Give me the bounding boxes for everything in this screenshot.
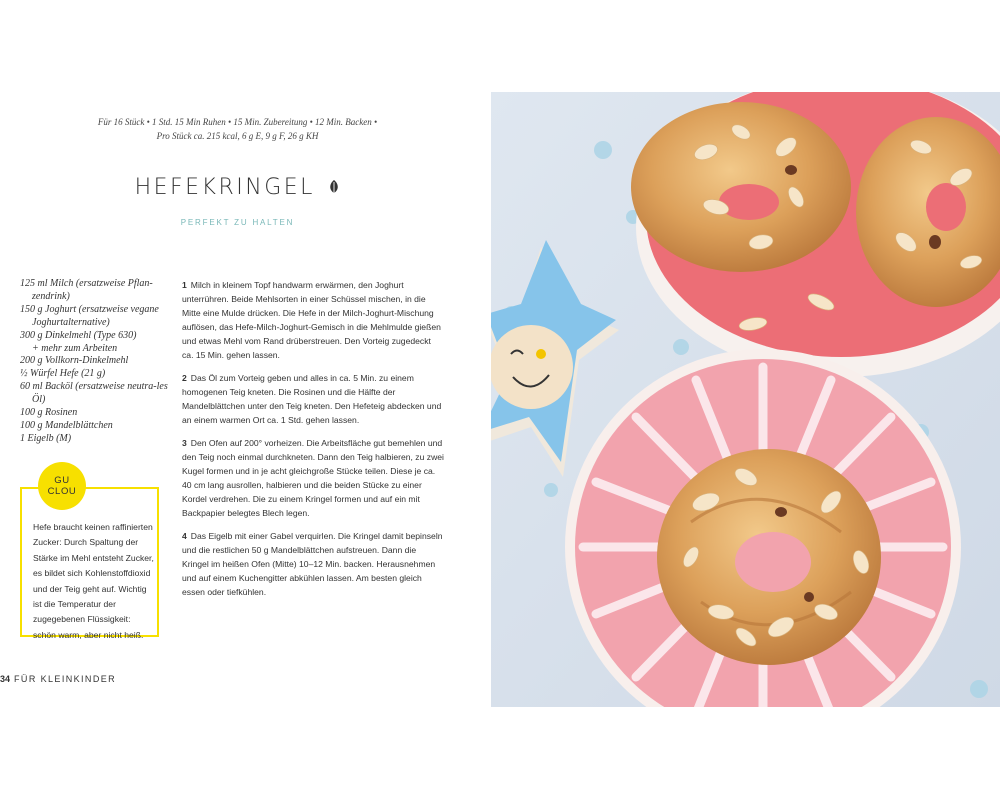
recipe-subtitle: PERFEKT ZU HALTEN — [180, 218, 295, 227]
ingredient-item: 1 Eigelb (M) — [20, 432, 72, 444]
step-text: Milch in kleinem Topf handwarm erwärmen, den Joghurt unterrühren. Beide Mehlsorten in einer Schüssel mischen, in die Mitte eine Mulde drücken. Die Hefe in der Milch-Joghurt-Mischung auflösen, das Hefe-Milch-Joghurt-Gemisch in die Mehlmulde gießen und etwas Mehl vom Rand drüberstreuen. Den Vorteig zugedeckt ca. 15 Min. gehen lassen. — [182, 280, 441, 360]
gu-clou-badge — [38, 462, 86, 510]
instruction-step — [182, 278, 444, 362]
step-number: 3 — [182, 438, 187, 448]
recipe-meta-line-2: Pro Stück ca. 215 kcal, 6 g E, 9 g F, 26 g KH — [156, 131, 319, 141]
recipe-meta-line-1: Für 16 Stück • 1 Std. 15 Min Ruhen • 15 Min. Zubereitung • 12 Min. Backen • — [97, 117, 378, 127]
ingredient-list — [20, 278, 170, 446]
step-number: 2 — [182, 373, 187, 383]
instruction-step — [182, 436, 444, 520]
recipe-meta — [60, 115, 415, 143]
instruction-step — [182, 371, 444, 427]
leaf-icon — [328, 176, 340, 201]
instruction-steps — [182, 278, 444, 608]
ingredient-item: 60 ml Backöl (ersatzweise neutra-les Öl) — [20, 381, 168, 406]
ingredient-item: 200 g Vollkorn-Dinkelmehl — [20, 355, 129, 367]
step-text: Das Eigelb mit einer Gabel verquirlen. Die Kringel damit bepinseln und die restlichen 50 g Mandelblättchen aufstreuen. Dann die Kringel im heißen Ofen (Mitte) 10–12 Min. backen. Herausnehmen und auf einem Kuchengitter abkühlen lassen. Am besten gleich essen oder tiefkühlen. — [182, 531, 443, 597]
step-number: 1 — [182, 280, 187, 290]
ingredient-item: 100 g Rosinen — [20, 407, 78, 419]
recipe-title-row — [60, 175, 415, 201]
section-title: FÜR KLEINKINDER — [14, 674, 117, 684]
ingredient-item: 100 g Mandelblättchen — [20, 419, 113, 431]
page-footer — [0, 674, 116, 684]
recipe-title: HEFEKRINGEL — [134, 175, 315, 200]
food-photo — [491, 92, 1000, 707]
gu-clou-text: Hefe braucht keinen raffinierten Zucker: Durch Spaltung der Stärke im Mehl entsteht Zucker, es bildet sich Kohlenstoffdioxid und der Teig geht auf. Wichtig ist die Temperatur der zugegebenen Flüssigkeit: schön warm, aber nicht heiß. — [33, 522, 154, 640]
food-photo-illustration — [491, 92, 1000, 707]
step-text: Den Ofen auf 200° vorheizen. Die Arbeitsfläche gut bemehlen und den Teig noch einmal durchkneten. Dann den Teig halbieren, zu zwei Kugel formen und in je acht gleichgroße Stücke teilen. Diese je ca. 40 cm lang ausrollen, halbieren und die beiden Stücke zu einer Kordel verdrehen. Die zu einem Kringel formen und auf ein mit Backpapier belegtes Blech legen. — [182, 438, 444, 518]
step-number: 4 — [182, 531, 187, 541]
ingredient-item: 150 g Joghurt (ersatzweise vegane Joghurtalternative) — [20, 303, 159, 328]
gu-clou-badge-line-2: CLOU — [47, 486, 77, 497]
instruction-step — [182, 529, 444, 599]
ingredient-item: 125 ml Milch (ersatzweise Pflan-zendrink) — [20, 278, 153, 302]
ingredient-item: + mehr zum Arbeiten — [32, 342, 118, 354]
ingredient-item: 300 g Dinkelmehl (Type 630) — [20, 329, 137, 341]
step-text: Das Öl zum Vorteig geben und alles in ca. 5 Min. zu einem homogenen Teig kneten. Die Rosinen und die Hälfte der Mandelblättchen unter den Teig kneten. Den Hefeteig abdecken und an einem warmen Ort ca. 1 Std. gehen lassen. — [182, 373, 442, 425]
page-number: 34 — [0, 674, 11, 684]
gu-clou-badge-line-1: GU — [54, 475, 70, 486]
ingredient-item: ½ Würfel Hefe (21 g) — [20, 368, 106, 380]
